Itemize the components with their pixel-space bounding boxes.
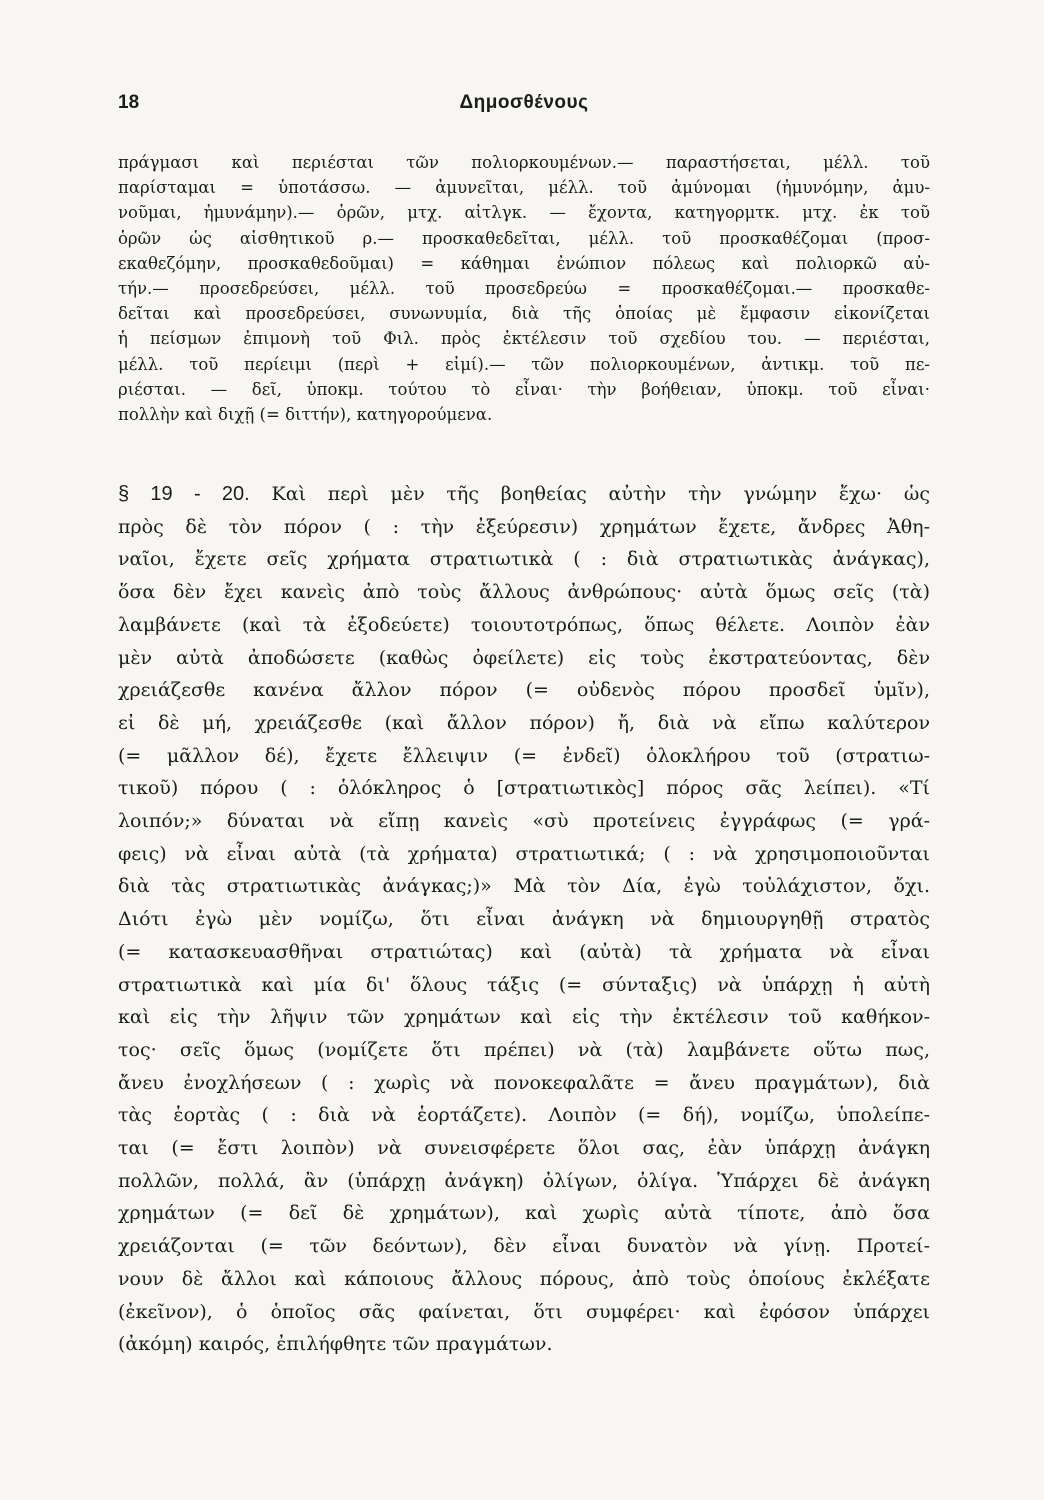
- commentary-line: μέλλ. τοῦ περίειμι (περὶ + εἰμί).— τῶν πολιορκουμένων, ἀντικμ. τοῦ πε-: [118, 354, 930, 374]
- section-line: (= κατασκευασθῆναι στρατιώτας) καὶ (αὐτὰ) τὰ χρήματα νὰ εἶναι: [118, 940, 930, 963]
- commentary-line: ὁρῶν ὡς αἰσθητικοῦ ρ.— προσκαθεδεῖται, μέλλ. τοῦ προσκαθέζομαι (προσ-: [118, 228, 930, 248]
- section-line: διὰ τὰς στρατιωτικὰς ἀνάγκας;)» Μὰ τὸν Δία, ἐγὼ τοὐλάχιστον, ὄχι.: [118, 875, 930, 898]
- section-line: πολλῶν, πολλά, ἂν (ὑπάρχῃ ἀνάγκη) ὀλίγων, ὀλίγα. Ὑπάρχει δὲ ἀνάγκη: [118, 1169, 930, 1192]
- section-line: λαμβάνετε (καὶ τὰ ἐξοδεύετε) τοιουτοτρόπως, ὅπως θέλετε. Λοιπὸν ἐὰν: [118, 613, 930, 636]
- section-line: λοιπόν;» δύναται νὰ εἴπῃ κανεὶς «σὺ προτείνεις ἐγγράφως (= γρά-: [118, 810, 930, 833]
- commentary-line: παρίσταμαι = ὑποτάσσω. — ἀμυνεῖται, μέλλ. τοῦ ἀμύνομαι (ἠμυνόμην, ἀμυ-: [118, 178, 930, 198]
- commentary-line: εκαθεζόμην, προσκαθεδοῦμαι) = κάθημαι ἐνώπιον πόλεως καὶ πολιορκῶ αὐ-: [118, 253, 930, 273]
- section-first-line-text: Καὶ περὶ μὲν τῆς βοηθείας αὐτὴν τὴν γνώμην ἔχω· ὡς: [271, 483, 930, 505]
- section-line: (= μᾶλλον δέ), ἔχετε ἔλλειψιν (= ἐνδεῖ) ὁλοκλήρου τοῦ (στρατιω-: [118, 744, 930, 767]
- section-line: Διότι ἐγὼ μὲν νομίζω, ὅτι εἶναι ἀνάγκη νὰ δημιουργηθῇ στρατὸς: [118, 908, 930, 931]
- section-line: νουν δὲ ἄλλοι καὶ κάποιους ἄλλους πόρους, ἀπὸ τοὺς ὁποίους ἐκλέξατε: [118, 1267, 930, 1290]
- section-line: φεις) νὰ εἶναι αὐτὰ (τὰ χρήματα) στρατιωτικά; ( : νὰ χρησιμοποιοῦνται: [118, 842, 930, 865]
- section-line: τὰς ἑορτὰς ( : διὰ νὰ ἑορτάζετε). Λοιπὸν (= δή), νομίζω, ὑπολείπε-: [118, 1104, 930, 1127]
- page-number: 18: [118, 92, 140, 113]
- commentary-line: πολλὴν καὶ διχῇ (= διττήν), κατηγορούμενα.: [118, 405, 493, 425]
- section-line: ται (= ἔστι λοιπὸν) νὰ συνεισφέρετε ὅλοι σας, ἐὰν ὑπάρχῃ ἀνάγκη: [118, 1137, 930, 1160]
- section-line: τικοῦ) πόρου ( : ὁλόκληρος ὁ [στρατιωτικὸς] πόρος σᾶς λείπει). «Τί: [118, 777, 930, 800]
- section-line: στρατιωτικὰ καὶ μία δι' ὅλους τάξις (= σύνταξις) νὰ ὑπάρχῃ ἡ αὐτὴ: [118, 973, 930, 996]
- commentary-line: δεῖται καὶ προσεδρεύσει, συνωνυμία, διὰ τῆς ὁποίας μὲ ἔμφασιν εἰκονίζεται: [118, 304, 930, 324]
- section-line: μὲν αὐτὰ ἀποδώσετε (καθὼς ὀφείλετε) εἰς τοὺς ἐκστρατεύοντας, δὲν: [118, 646, 930, 669]
- section-line: τος· σεῖς ὅμως (νομίζετε ὅτι πρέπει) νὰ (τὰ) λαμβάνετε οὕτω πως,: [118, 1038, 930, 1061]
- section-line: ὅσα δὲν ἔχει κανεὶς ἀπὸ τοὺς ἄλλους ἀνθρώπους· αὐτὰ ὅμως σεῖς (τὰ): [118, 581, 930, 604]
- commentary-line: πράγμασι καὶ περιέσται τῶν πολιορκουμένων.— παραστήσεται, μέλλ. τοῦ: [118, 153, 930, 172]
- commentary-line: νοῦμαι, ἠμυνάμην).— ὁρῶν, μτχ. αἰτλγκ. — ἔχοντα, κατηγορμτκ. μτχ. ἐκ τοῦ: [118, 203, 930, 223]
- section-line: χρειάζονται (= τῶν δεόντων), δὲν εἶναι δυνατὸν νὰ γίνῃ. Προτεί-: [118, 1235, 930, 1258]
- commentary-block: [118, 150, 930, 427]
- translation-section: [118, 478, 930, 1361]
- commentary-line: ριέσται. — δεῖ, ὑποκμ. τούτου τὸ εἶναι· τὴν βοήθειαν, ὑποκμ. τοῦ εἶναι·: [118, 379, 930, 399]
- section-line: ναῖοι, ἔχετε σεῖς χρήματα στρατιωτικὰ ( : διὰ στρατιωτικὰς ἀνάγκας),: [118, 548, 930, 571]
- page-header: [118, 92, 930, 122]
- section-line: (ἐκεῖνον), ὁ ὁποῖος σᾶς φαίνεται, ὅτι συμφέρει· καὶ ἐφόσον ὑπάρχει: [118, 1300, 930, 1323]
- section-mark: § 19 - 20.: [118, 483, 250, 505]
- commentary-line: ἡ πείσμων ἐπιμονὴ τοῦ Φιλ. πρὸς ἐκτέλεσιν τοῦ σχεδίου του. — περιέσται,: [118, 329, 930, 349]
- section-line: καὶ εἰς τὴν λῆψιν τῶν χρημάτων καὶ εἰς τὴν ἐκτέλεσιν τοῦ καθήκον-: [118, 1006, 930, 1029]
- section-line: χρειάζεσθε κανένα ἄλλον πόρον (= οὐδενὸς πόρου προσδεῖ ὑμῖν),: [118, 679, 930, 702]
- commentary-line: τήν.— προσεδρεύσει, μέλλ. τοῦ προσεδρεύω = προσκαθέζομαι.— προσκαθε-: [118, 279, 930, 299]
- section-line: (ἀκόμη) καιρός, ἐπιλήφθητε τῶν πραγμάτων.: [118, 1333, 553, 1356]
- section-line: εἰ δὲ μή, χρειάζεσθε (καὶ ἄλλον πόρον) ἤ, διὰ νὰ εἴπω καλύτερον: [118, 711, 930, 734]
- section-line: χρημάτων (= δεῖ δὲ χρημάτων), καὶ χωρὶς αὐτὰ τίποτε, ἀπὸ ὅσα: [118, 1202, 930, 1225]
- running-title: Δημοσθένους: [459, 92, 589, 113]
- section-first-line: [118, 478, 930, 511]
- section-line: ἄνευ ἐνοχλήσεων ( : χωρὶς νὰ πονοκεφαλᾶτε = ἄνευ πραγμάτων), διὰ: [118, 1071, 930, 1094]
- section-line: πρὸς δὲ τὸν πόρον ( : τὴν ἐξεύρεσιν) χρημάτων ἔχετε, ἄνδρες Ἀθη-: [118, 515, 930, 538]
